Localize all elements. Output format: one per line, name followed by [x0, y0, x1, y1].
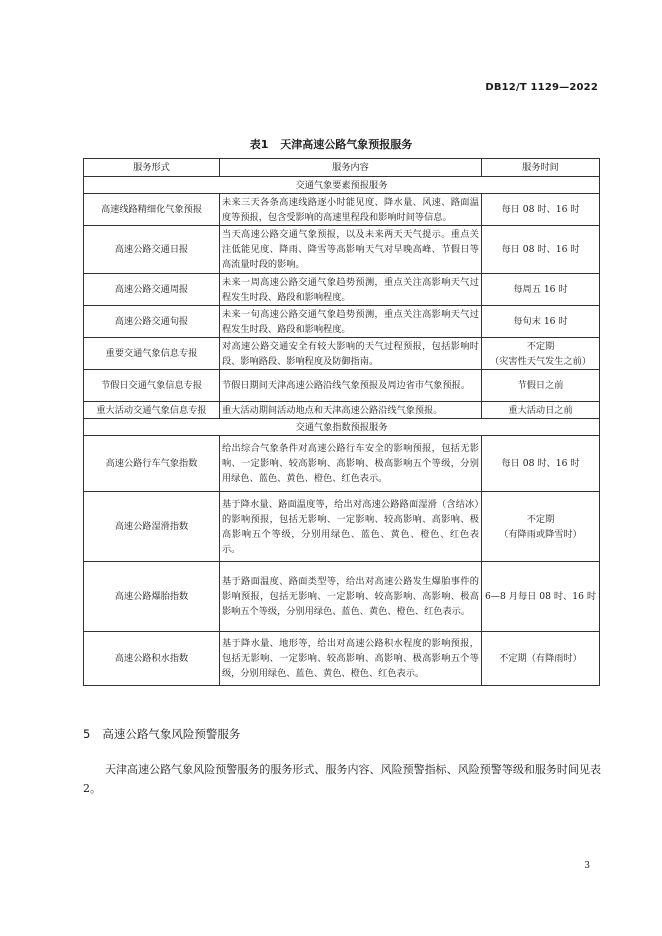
- service-time-cell: 每旬末 16 时: [482, 306, 600, 338]
- service-content-cell: 基于路面温度、路面类型等，给出对高速公路发生爆胎事件的影响预报，包括无影响、一定影响、较高影响、高影响、极高影响五个等级，分别用绿色、蓝色、黄色、橙色、红色表示。: [220, 562, 482, 632]
- table-row: [84, 402, 600, 419]
- service-time-line: 不定期: [526, 340, 555, 352]
- column-header-form: 服务形式: [84, 159, 220, 177]
- section-heading: [83, 726, 240, 742]
- service-time-cell: 每日 08 时、16 时: [482, 194, 600, 226]
- service-form-cell: 高速公路湿滑指数: [84, 492, 220, 562]
- table-number: 表1: [249, 138, 269, 151]
- service-time-cell: 不定期（有降雨时）: [482, 632, 600, 686]
- service-form-cell: 高速公路积水指数: [84, 632, 220, 686]
- table-row: [84, 338, 600, 370]
- service-form-cell: 高速线路精细化气象预报: [84, 194, 220, 226]
- service-content-cell: 未来一周高速公路交通气象趋势预测，重点关注高影响天气过程发生时段、路段和影响程度。: [220, 274, 482, 306]
- service-content-cell: 重大活动期间活动地点和天津高速公路沿线气象预报。: [220, 402, 482, 419]
- service-content-cell: 当天高速公路交通气象预报，以及未来两天天气提示。重点关注低能见度、降雨、降雪等高影响天气对早晚高峰、节假日等高流量时段的影响。: [220, 226, 482, 274]
- table-title-text: 天津高速公路气象预报服务: [280, 138, 413, 151]
- service-content-cell: 基于降水量、地形等，给出对高速公路积水程度的影响预报，包括无影响、一定影响、较高影响、高影响、极高影响五个等级，分别用绿色、蓝色、黄色、橙色、红色表示。: [220, 632, 482, 686]
- forecast-service-table: [83, 158, 600, 686]
- service-time-note: （有降雨或降雪时）: [499, 528, 582, 540]
- table-row: [84, 436, 600, 492]
- service-content-cell: 基于降水量、路面温度等，给出对高速公路路面湿滑（含结冰）的影响预报，包括无影响、一定影响、较高影响、高影响、极高影响五个等级，分别用绿色、蓝色、黄色、橙色、红色表示。: [220, 492, 482, 562]
- document-code: DB12/T 1129—2022: [485, 82, 598, 93]
- service-form-cell: 节假日交通气象信息专报: [84, 370, 220, 402]
- service-time-cell: 6—8 月每日 08 时、16 时: [482, 562, 600, 632]
- section-title: 交通气象要素预报服务: [84, 177, 600, 194]
- service-time-cell: 每周五 16 时: [482, 274, 600, 306]
- service-form-cell: 高速公路交通旬报: [84, 306, 220, 338]
- service-time-cell: [482, 338, 600, 370]
- service-form-cell: 高速公路交通周报: [84, 274, 220, 306]
- service-content-cell: 未来一旬高速公路交通气象趋势预测，重点关注高影响天气过程发生时段、路段和影响程度。: [220, 306, 482, 338]
- service-time-cell: 节假日之前: [482, 370, 600, 402]
- service-content-cell: 对高速公路交通安全有较大影响的天气过程预报，包括影响时段、影响路段、影响程度及防御指南。: [220, 338, 482, 370]
- section-title: 交通气象指数预报服务: [84, 419, 600, 436]
- body-paragraph: 天津高速公路气象风险预警服务的服务形式、服务内容、风险预警指标、风险预警等级和服务时间见表2。: [83, 763, 601, 795]
- column-header-content: 服务内容: [220, 159, 482, 177]
- table-row: [84, 306, 600, 338]
- section-number: 5: [83, 727, 91, 741]
- table-row: [84, 194, 600, 226]
- table-row: [84, 632, 600, 686]
- service-time-cell: 每日 08 时、16 时: [482, 436, 600, 492]
- page-number: 3: [584, 861, 590, 871]
- table-row: [84, 492, 600, 562]
- service-time-cell: [482, 492, 600, 562]
- service-form-cell: 高速公路交通日报: [84, 226, 220, 274]
- section-row: [84, 177, 600, 194]
- section-title-text: 高速公路气象风险预警服务: [102, 727, 241, 741]
- table-header-row: [84, 159, 600, 177]
- table-title: [0, 136, 662, 152]
- service-time-cell: 每日 08 时、16 时: [482, 226, 600, 274]
- table-row: [84, 226, 600, 274]
- table-row: [84, 562, 600, 632]
- service-form-cell: 重要交通气象信息专报: [84, 338, 220, 370]
- table-row: [84, 370, 600, 402]
- service-form-cell: 高速公路爆胎指数: [84, 562, 220, 632]
- service-content-cell: 未来三天各条高速线路逐小时能见度、降水量、风速、路面温度等预报，包含受影响的高速里程段和影响时间等信息。: [220, 194, 482, 226]
- service-form-cell: 重大活动交通气象信息专报: [84, 402, 220, 419]
- service-form-cell: 高速公路行车气象指数: [84, 436, 220, 492]
- section-row: [84, 419, 600, 436]
- service-time-line: 不定期: [526, 513, 555, 525]
- service-content-cell: 节假日期间天津高速公路沿线气象预报及周边省市气象预报。: [220, 370, 482, 402]
- service-time-cell: 重大活动日之前: [482, 402, 600, 419]
- service-content-cell: 给出综合气象条件对高速公路行车安全的影响预报，包括无影响、一定影响、较高影响、高影响、极高影响五个等级，分别用绿色、蓝色、黄色、橙色、红色表示。: [220, 436, 482, 492]
- column-header-time: 服务时间: [482, 159, 600, 177]
- service-time-note: （灾害性天气发生之前）: [489, 355, 592, 367]
- table-row: [84, 274, 600, 306]
